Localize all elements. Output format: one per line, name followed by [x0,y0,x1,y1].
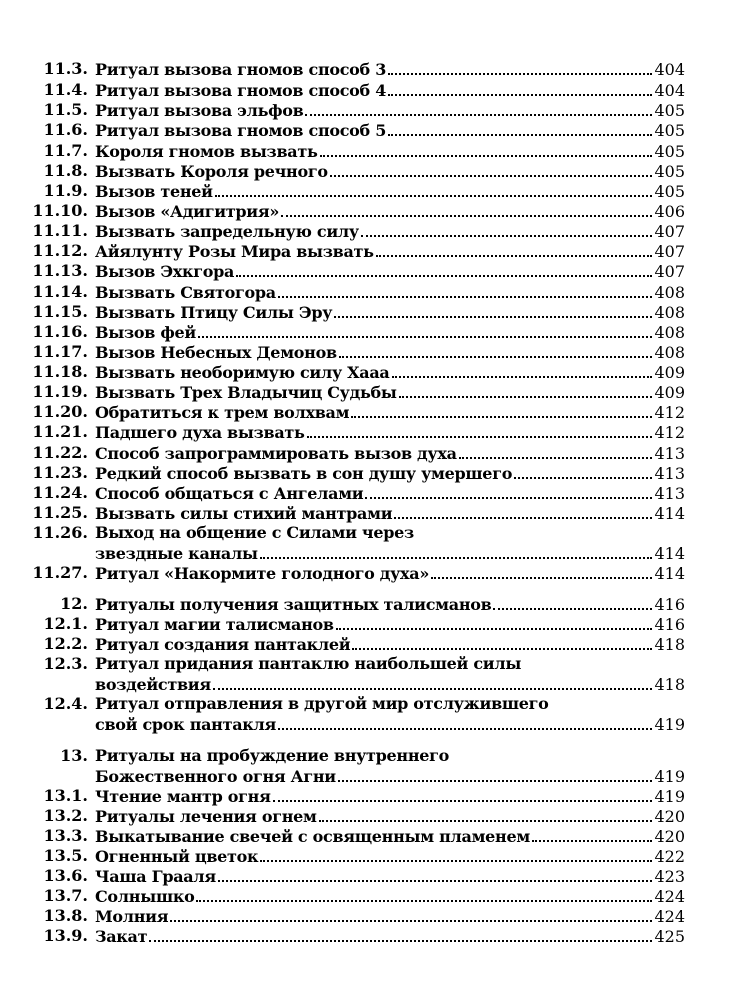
dot-leader [260,845,652,862]
dot-leader [514,462,652,479]
dot-leader [392,361,653,378]
page-number: 407 [654,222,685,241]
page-number: 413 [654,484,685,503]
entry-title: Обратиться к трем волхвам [95,403,350,422]
entry-number: 11.22. [32,443,88,462]
dot-leader [320,140,653,157]
entry-number: 11.15. [32,302,88,321]
entry-number: 11.3. [43,59,88,78]
toc-entry [0,805,750,826]
entry-number: 11.4. [43,80,88,99]
entry-title: Закат [95,927,148,946]
toc-entry [0,140,750,161]
entry-title: Способ запрограммировать вызов духа [95,444,457,463]
dot-leader [236,260,652,277]
page-number: 424 [654,887,685,906]
toc-entry [0,653,750,674]
dot-leader [281,200,652,217]
entry-title: Вызов «Адигитрия» [95,202,280,221]
entry-number: 11.13. [32,261,88,280]
toc-entry [0,925,750,946]
entry-number: 13.6. [43,866,88,885]
page-number: 405 [654,142,685,161]
entry-title: Выкатывание свечей с освященным пламенем [95,827,530,846]
page-number: 418 [654,675,685,694]
dot-leader [365,482,652,499]
page-number: 413 [654,444,685,463]
toc-entry [0,321,750,342]
entry-title-continuation: воздействия [95,675,211,694]
entry-number: 11.19. [32,382,88,401]
entry-number: 11.7. [43,141,88,160]
entry-title: Ритуал вызова гномов способ 5 [95,121,387,140]
page-number: 405 [654,121,685,140]
dot-leader [330,160,653,177]
page-number: 422 [654,847,685,866]
entry-number: 13. [60,746,88,765]
entry-number: 12.2. [43,634,88,653]
page-number: 416 [654,595,685,614]
entry-title: Вызвать Птицу Силы Эру [95,303,333,322]
dot-leader [273,785,653,802]
entry-number: 12.4. [43,694,88,713]
toc-entry [0,160,750,181]
toc-entry [0,58,750,79]
entry-title: Молния [95,907,169,926]
entry-title: Вызов фей [95,323,196,342]
toc-entry [0,200,750,221]
toc-entry [0,220,750,241]
entry-number: 11.24. [32,483,88,502]
toc-entry [0,301,750,322]
page-number: 408 [654,343,685,362]
page-number: 414 [654,544,685,563]
dot-leader [352,633,652,650]
entry-number: 11.11. [32,221,88,240]
dot-leader [376,240,653,257]
page-number: 407 [654,262,685,281]
toc-entry [0,825,750,846]
page-number: 412 [654,403,685,422]
entry-title: Вызов Небесных Демонов [95,343,337,362]
dot-leader [278,281,653,298]
dot-leader [213,673,653,690]
entry-title: Ритуал придания пантаклю наибольшей силы [95,654,522,673]
entry-title: Айялунту Розы Мира вызвать [95,242,374,261]
entry-number: 11.20. [32,402,88,421]
entry-title: Ритуал вызова гномов способ 3 [95,60,387,79]
page-number: 414 [654,504,685,523]
entry-number: 11.8. [43,161,88,180]
entry-number: 11.25. [32,503,88,522]
toc-entry [0,421,750,442]
page-number: 419 [654,715,685,734]
page-number: 409 [654,383,685,402]
dot-leader [336,613,653,630]
toc-entry [0,79,750,100]
page-number: 406 [654,202,685,221]
entry-number: 13.8. [43,906,88,925]
dot-leader [394,502,652,519]
dot-leader [319,805,653,822]
entry-title: Ритуалы на пробуждение внутреннего [95,746,450,765]
dot-leader [532,825,653,842]
dot-leader [399,381,653,398]
entry-title: Огненный цветок [95,847,259,866]
page-number: 408 [654,283,685,302]
toc-entry [0,905,750,926]
entry-number: 13.7. [43,886,88,905]
page-number: 420 [654,807,685,826]
toc-entry [0,260,750,281]
entry-title: Ритуал вызова гномов способ 4 [95,81,387,100]
entry-number: 13.2. [43,806,88,825]
page-number: 416 [654,615,685,634]
entry-title-continuation: звездные каналы [95,544,258,563]
dot-leader [459,442,653,459]
page-number: 405 [654,162,685,181]
page-number: 423 [654,867,685,886]
page-number: 418 [654,635,685,654]
entry-title: Ритуал «Накормите голодного духа» [95,564,430,583]
dot-leader [334,301,652,318]
entry-title: Падшего духа вызвать [95,423,305,442]
entry-title: Вызов Эхкгора [95,262,235,281]
dot-leader [170,905,652,922]
entry-title: Солнышко [95,887,195,906]
entry-title: Чаша Грааля [95,867,216,886]
page-number: 405 [654,182,685,201]
toc-entry-continuation [0,713,750,734]
dot-leader [388,58,652,75]
toc-entry [0,401,750,422]
page-number: 419 [654,767,685,786]
entry-title: Вызвать силы стихий мантрами [95,504,393,523]
page-number: 407 [654,242,685,261]
entry-number: 13.1. [43,786,88,805]
dot-leader [196,885,652,902]
entry-number: 12.3. [43,654,88,673]
toc-entry [0,845,750,866]
dot-leader [388,119,652,136]
entry-number: 11.16. [32,322,88,341]
page-number: 408 [654,303,685,322]
toc-entry [0,281,750,302]
page-number: 404 [654,81,685,100]
toc-entry [0,180,750,201]
toc-entry [0,119,750,140]
toc-entry-continuation [0,673,750,694]
toc-entry [0,502,750,523]
entry-number: 13.5. [43,846,88,865]
dot-leader [351,401,652,418]
entry-number: 12. [60,594,88,613]
entry-number: 13.9. [43,926,88,945]
entry-number: 11.14. [32,282,88,301]
toc-entry [0,562,750,583]
toc-entry [0,240,750,261]
toc-entry [0,381,750,402]
entry-title: Ритуал отправления в другой мир отслужившего [95,694,549,713]
page-number: 404 [654,60,685,79]
toc-entry [0,885,750,906]
dot-leader [339,341,653,358]
entry-number: 11.27. [32,563,88,582]
entry-number: 11.5. [43,100,88,119]
entry-title: Способ общаться с Ангелами [95,484,364,503]
entry-title: Чтение мантр огня [95,787,271,806]
toc-section-heading [0,745,750,766]
entry-number: 11.12. [32,241,88,260]
entry-title: Ритуалы получения защитных талисманов [95,595,492,614]
toc-entry [0,865,750,886]
dot-leader [338,765,653,782]
dot-leader [493,593,652,610]
dot-leader [149,925,652,942]
entry-number: 11.17. [32,342,88,361]
entry-number: 11.21. [32,422,88,441]
toc-entry [0,633,750,654]
page-number: 405 [654,101,685,120]
page-number: 425 [654,927,685,946]
toc-entry [0,613,750,634]
entry-number: 11.18. [32,362,88,381]
entry-number: 11.23. [32,463,88,482]
toc-entry [0,693,750,714]
page-number: 408 [654,323,685,342]
dot-leader [278,713,652,730]
toc-entry [0,99,750,120]
entry-number: 11.10. [32,201,88,220]
dot-leader [305,99,652,116]
dot-leader [218,865,653,882]
entry-number: 11.6. [43,120,88,139]
dot-leader [198,321,653,338]
entry-title: Ритуал вызова эльфов [95,101,304,120]
toc-entry [0,341,750,362]
entry-title: Короля гномов вызвать [95,142,318,161]
dot-leader [361,220,653,237]
entry-title: Вызвать Короля речного [95,162,328,181]
toc-entry [0,785,750,806]
entry-title-continuation: Божественного огня Агни [95,767,336,786]
page-number: 419 [654,787,685,806]
entry-number: 12.1. [43,614,88,633]
toc-entry-continuation [0,765,750,786]
toc-entry [0,462,750,483]
toc-entry [0,522,750,543]
entry-title: Ритуалы лечения огнем [95,807,317,826]
entry-title: Ритуал магии талисманов [95,615,334,634]
entry-number: 13.3. [43,826,88,845]
toc-entry [0,442,750,463]
entry-title-continuation: свой срок пантакля [95,715,277,734]
entry-title: Вызов теней [95,182,213,201]
dot-leader [431,562,652,579]
entry-title: Редкий способ вызвать в сон душу умершего [95,464,513,483]
entry-title: Выход на общение с Силами через [95,523,414,542]
toc-entry [0,361,750,382]
dot-leader [307,421,653,438]
page-number: 409 [654,363,685,382]
page-number: 412 [654,423,685,442]
dot-leader [215,180,653,197]
page-number: 420 [654,827,685,846]
entry-title: Вызвать Святогора [95,283,276,302]
toc-section-heading [0,593,750,614]
entry-title: Вызвать Трех Владычиц Судьбы [95,383,397,402]
entry-title: Вызвать запредельную силу [95,222,359,241]
entry-number: 11.26. [32,523,88,542]
dot-leader [260,542,653,559]
toc-entry-continuation [0,542,750,563]
page-number: 424 [654,907,685,926]
entry-title: Вызвать необоримую силу Хааа [95,363,390,382]
toc-entry [0,482,750,503]
page-number: 413 [654,464,685,483]
page-number: 414 [654,564,685,583]
dot-leader [388,79,652,96]
entry-number: 11.9. [43,181,88,200]
entry-title: Ритуал создания пантаклей [95,635,351,654]
